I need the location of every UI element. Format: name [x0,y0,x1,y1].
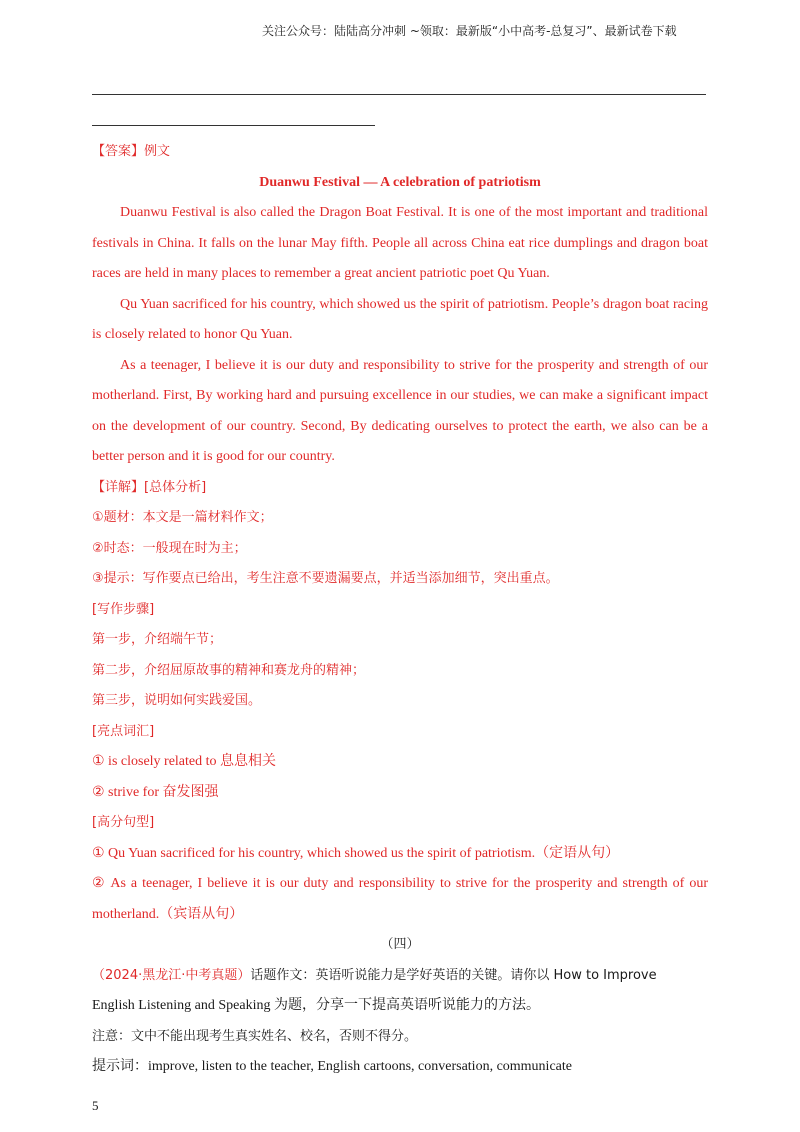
essay-paragraph-1 [92,198,708,290]
question-hint: 提示词：improve, listen to the teacher, English cartoons, conversation, communicate [92,1059,572,1074]
answer-label: 【答案】例文 [92,144,171,159]
essay-line: motherland. First, By working hard and pursuing excellence in our studies, we can make a significant impact [92,388,708,403]
sentence-item: ① Qu Yuan sacrificed for his country, which showed us the spirit of patriotism.（定语从句） [92,845,620,861]
essay-title: Duanwu Festival — A celebration of patriotism [259,174,541,190]
question-source: （2024·黑龙江·中考真题） [92,967,251,983]
writing-line-short [92,125,375,126]
essay-line: is closely related to honor Qu Yuan. [92,327,293,342]
vocab-label: [亮点词汇] [92,723,155,739]
page-number: 5 [92,1098,99,1113]
section-number: （四） [380,937,420,952]
essay-line: Qu Yuan sacrificed for his country, which showed us the spirit of patriotism. People’s dragon boat racing [120,296,708,312]
analysis-point: ③提示：写作要点已给出，考生注意不要遗漏要点，并适当添加细节，突出重点。 [92,571,559,586]
step-item: 第二步，介绍屈原故事的精神和赛龙舟的精神； [92,662,366,678]
sentence-item: ② As a teenager, I believe it is our duty and responsibility to strive for the prosperity and strength of our [92,876,708,891]
sentence-label: [高分句型] [92,815,155,830]
essay-paragraph-2 [92,290,708,351]
essay-line: festivals in China. It falls on the lunar May fifth. People all across China eat rice dumplings and dragon boat [92,235,708,251]
essay-line: As a teenager, I believe it is our duty and responsibility to strive for the prosperity and strength of our [120,357,708,373]
writing-line-full [92,94,706,95]
vocab-item: ② strive for 奋发图强 [92,784,219,800]
essay-line: better person and it is good for our country. [92,449,335,464]
steps-label: [写作步骤] [92,601,155,617]
step-item: 第三步，说明如何实践爱国。 [92,693,262,708]
question-prompt-line: English Listening and Speaking 为题，分享一下提高英语听说能力的方法。 [92,998,540,1013]
vocab-item: ① is closely related to 息息相关 [92,754,277,769]
page-content [92,137,708,1083]
analysis-point: ②时态：一般现在时为主； [92,540,247,556]
essay-line: Duanwu Festival is also called the Dragon Boat Festival. It is one of the most important and traditional [120,205,708,220]
essay-line: races are held in many places to remember a great ancient patriotic poet Qu Yuan. [92,266,550,281]
analysis-label: 【详解】[总体分析] [92,479,207,495]
step-item: 第一步，介绍端午节； [92,632,223,647]
page-header: 关注公众号：陆陆高分冲刺 ~领取：最新版“小中高考-总复习”、最新试卷下载 [262,24,677,38]
question-prompt-text: 话题作文：英语听说能力是学好英语的关键。请你以 How to Improve [250,967,657,983]
question-prompt [92,961,708,992]
analysis-point: ①题材：本文是一篇材料作文； [92,510,273,525]
question-note: 注意：文中不能出现考生真实姓名、校名，否则不得分。 [92,1028,418,1044]
essay-paragraph-3 [92,351,708,473]
sentence-item: motherland.（宾语从句） [92,906,244,922]
essay-line: on the development of our country. Second, By dedicating ourselves to protect the earth, we also can be a [92,418,708,434]
